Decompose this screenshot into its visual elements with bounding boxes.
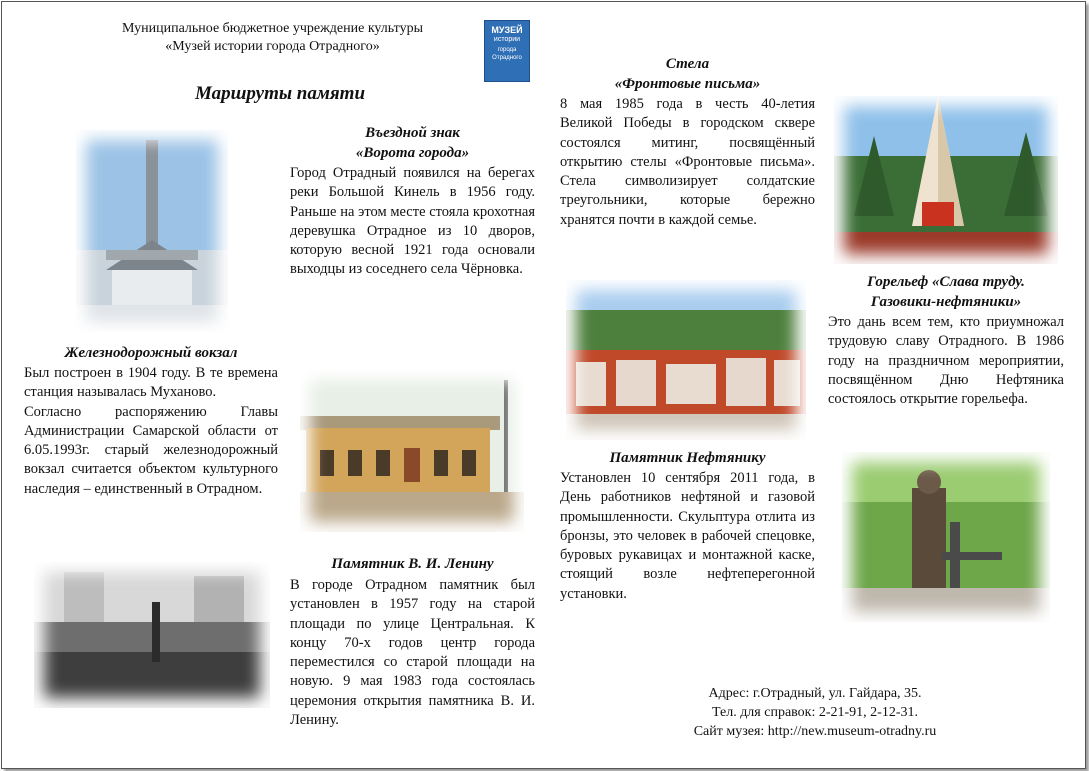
- org-line-1: Муниципальное бюджетное учреждение культуры: [122, 21, 423, 36]
- oil-text: Установлен 10 сентября 2011 года, в День работников нефтяной и газовой промышленности. Скульптура отлита из бронзы, это человек в рабочей спецовке, буровых рукавицах и монтажной каске, стоящий возле нефтеперегонной установки.: [560, 470, 815, 602]
- stela-title: [560, 54, 815, 94]
- logo-line-3: города Отрадного: [492, 47, 522, 61]
- relief-title-line-2: Газовики-нефтяники»: [870, 294, 1022, 310]
- photo-lenin-crowd: [34, 562, 270, 708]
- contacts-site: Сайт музея: http://new.museum-otradny.ru: [693, 724, 937, 739]
- page-title: Маршруты памяти: [194, 83, 366, 104]
- gate-text: Город Отрадный появился на берегах реки Большой Кинель в 1956 году. Раньше на этом месте стояла крохотная деревушка Отрадное из 10 дворов, которую весной 1921 года основали выходцы из соседнего села Чёрновка.: [290, 165, 535, 278]
- contacts: [650, 684, 980, 741]
- lenin-title: Памятник В. И. Ленину: [331, 556, 494, 572]
- gate-title: [290, 123, 535, 163]
- station-text-1: Был построен в 1904 году. В те времена станция называлась Муханово.: [24, 365, 278, 401]
- museum-logo: [484, 20, 530, 82]
- photo-stela: [834, 96, 1058, 264]
- station-title: Железнодорожный вокзал: [64, 345, 238, 361]
- station-text-2: Согласно распоряжению Главы Администрации Самарской области от 6.05.1993г. старый железнодорожный вокзал считается объектом культурного наследия – единственный в Отрадном.: [24, 403, 278, 497]
- logo-line-1: МУЗЕЙ: [491, 25, 523, 35]
- relief-title: [826, 272, 1066, 312]
- photo-railway-station: [300, 370, 524, 532]
- org-line-2: «Музей истории города Отрадного»: [165, 39, 380, 54]
- photo-oil-worker: [842, 452, 1050, 622]
- contacts-address: Адрес: г.Отрадный, ул. Гайдара, 35.: [708, 686, 922, 701]
- relief-text: Это дань всем тем, кто приумножал трудовую славу Отрадного. В 1986 году на праздничном мероприятии, посвящённом Дню Нефтяника состоялось открытие горельефа.: [828, 314, 1064, 408]
- contacts-phone: Тел. для справок: 2-21-91, 2-12-31.: [711, 705, 919, 720]
- stela-title-line-2: «Фронтовые письма»: [614, 76, 761, 92]
- photo-entry-gate: [76, 130, 228, 332]
- stela-text: 8 мая 1985 года в честь 40-летия Великой Победы в городском сквере состоялся митинг, посвящённый открытию стелы «Фронтовые письма». Стела символизирует солдатские треугольники, которые бережно хранятся почти в каждой семье.: [560, 96, 815, 228]
- lenin-text: В городе Отрадном памятник был установлен в 1957 году на старой площади по улице Центральная. К концу 70-х годов центр города переместился со старой площади на новую. 9 мая 1983 года состоялась церемония открытия памятника В. И. Ленину.: [290, 577, 535, 729]
- org-header: [60, 20, 485, 56]
- logo-line-2: истории: [493, 36, 521, 43]
- photo-relief: [566, 280, 806, 440]
- gate-title-line-1: Въездной знак: [365, 125, 460, 141]
- stela-title-line-1: Стела: [665, 56, 710, 72]
- relief-title-line-1: Горельеф «Слава труду.: [867, 274, 1025, 290]
- station-text: [24, 364, 278, 499]
- oil-title: Памятник Нефтянику: [609, 450, 766, 466]
- gate-title-line-2: «Ворота города»: [355, 145, 470, 161]
